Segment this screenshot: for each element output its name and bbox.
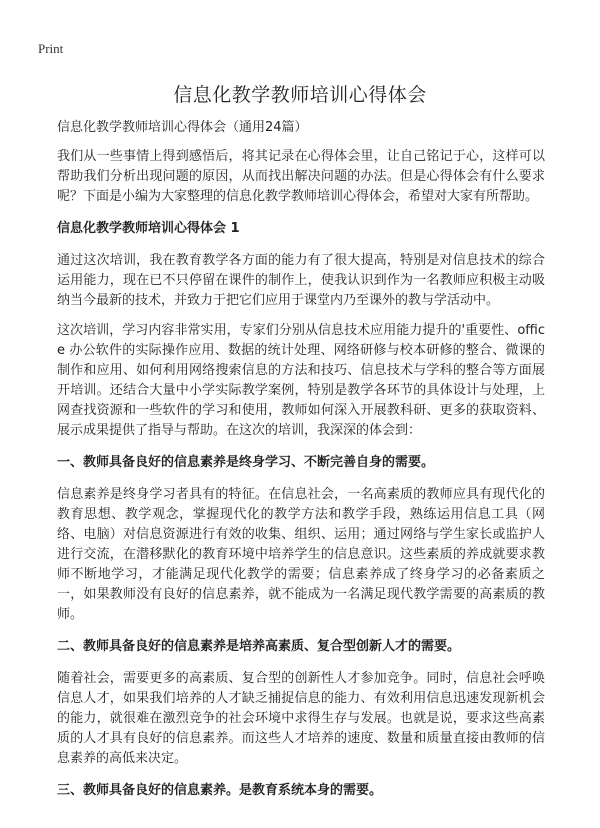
body-paragraph: 通过这次培训，我在教育教学各方面的能力有了很大提高，特别是对信息技术的综合运用能力，现在已不只停留在课件的制作上，使我认识到作为一名教师应积极主动吸纳当今最新的技术，并致力于把它们应用于课堂内乃至课外的教与学活动中。	[57, 253, 545, 308]
section-heading: 信息化教学教师培训心得体会 1	[57, 221, 240, 236]
document-subtitle: 信息化教学教师培训心得体会（通用24篇）	[57, 120, 308, 135]
intro-paragraph: 我们从一些事情上得到感悟后，将其记录在心得体会里，让自己铭记于心，这样可以帮助我们分析出现问题的原因，从而找出解决问题的办法。但是心得体会有什么要求呢？下面是小编为大家整理的信息化教学教师培训心得体会，希望对大家有所帮助。	[57, 149, 545, 204]
point-heading: 一、教师具备良好的信息素养是终身学习、不断完善自身的需要。	[57, 455, 435, 470]
body-paragraph: 随着社会，需要更多的高素质、复合型的创新性人才参加竞争。同时，信息社会呼唤信息人才，如果我们培养的人才缺乏捕捉信息的能力、有效利用信息迅速发现新机会的能力，就很难在激烈竞争的社会环境中求得生存与发展。也就是说，要求这些高素质的人才具有良好的信息素养。而这些人才培养的速度、数量和质量直接由教师的信息素养的高低来决定。	[57, 671, 545, 766]
body-paragraph: 这次培训，学习内容非常实用，专家们分别从信息技术应用能力提升的'重要性、office 办公软件的实际操作应用、数据的统计处理、网络研修与校本研修的整合、微课的制作和应用、如何利用网络搜索信息的方法和技巧、信息技术与学科的整合等方面展开培训。还结合大量中小学实际教学案例，特别是教学各环节的具体设计与处理，上网查找资源和一些软件的学习和使用，教师如何深入开展教科研、更多的获取资料、展示成果提供了指导与帮助。在这次的培训，我深深的体会到：	[57, 323, 545, 438]
print-link[interactable]: Print	[38, 41, 64, 56]
point-heading: 二、教师具备良好的信息素养是培养高素质、复合型创新人才的需要。	[57, 639, 461, 654]
point-heading: 三、教师具备良好的信息素养。是教育系统本身的需要。	[57, 783, 383, 798]
document-body	[57, 118, 545, 813]
document-title: 信息化教学教师培训心得体会	[173, 84, 427, 106]
body-paragraph: 信息素养是终身学习者具有的特征。在信息社会，一名高素质的教师应具有现代化的教育思想、教学观念，掌握现代化的教学方法和教学手段，熟练运用信息工具（网络、电脑）对信息资源进行有效的收集、组织、运用；通过网络与学生家长或监护人进行交流，在潜移默化的教育环境中培养学生的信息意识。这些素质的养成就要求教师不断地学习，才能满足现代化教学的需要；信息素养成了终身学习的必备素质之一，如果教师没有良好的信息素养，就不能成为一名满足现代教学需要的高素质的教师。	[57, 487, 545, 622]
